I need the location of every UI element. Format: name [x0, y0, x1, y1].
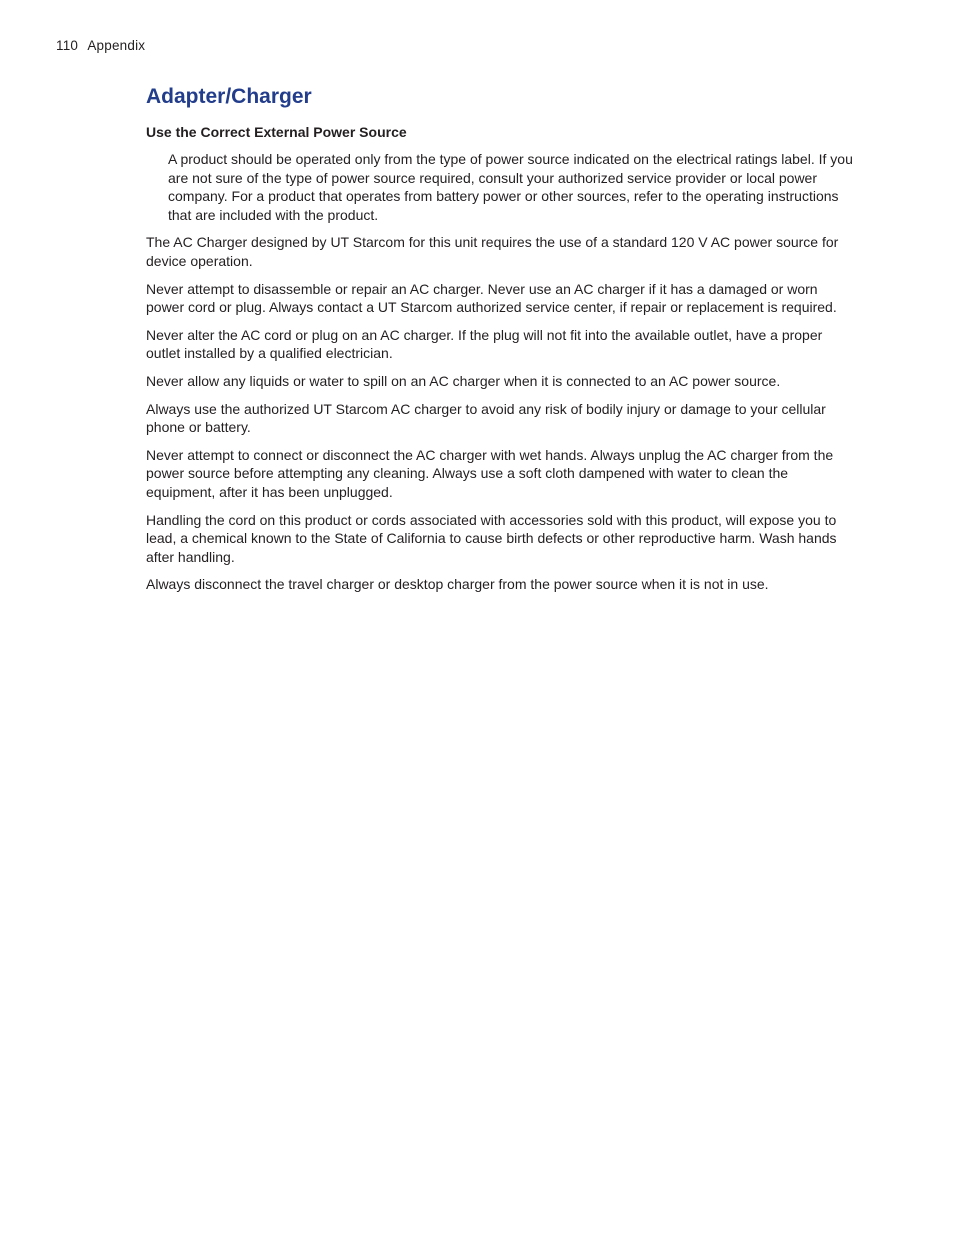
- paragraph-no-repair: Never attempt to disassemble or repair an AC charger. Never use an AC charger if it has a damaged or worn power cord or plug. Always contact a UT Starcom authorized service center, if repair or replacement is required.: [146, 280, 837, 316]
- indented-paragraph: A product should be operated only from the type of power source indicated on the electrical ratings label. If you are not sure of the type of power source required, consult your authorized service provider or local power company. For a product that operates from battery power or other sources, refer to the operating instructions that are included with the product.: [168, 151, 853, 223]
- paragraph-authorized-charger: Always use the authorized UT Starcom AC charger to avoid any risk of bodily injury or damage to your cellular phone or battery.: [146, 400, 826, 436]
- paragraph-disconnect-charger: Always disconnect the travel charger or desktop charger from the power source when it is not in use.: [146, 576, 769, 593]
- paragraph-no-alter-plug: Never alter the AC cord or plug on an AC charger. If the plug will not fit into the available outlet, have a proper outlet installed by a qualified electrician.: [146, 326, 823, 362]
- paragraph-120v-requirement: The AC Charger designed by UT Starcom for this unit requires the use of a standard 120 V AC power source for device operation.: [146, 234, 839, 269]
- section-title: Adapter/Charger: [146, 85, 312, 108]
- indented-paragraph-block: [168, 150, 858, 224]
- header-section-name: Appendix: [87, 38, 146, 53]
- page-content: [146, 84, 858, 603]
- subsection-title: Use the Correct External Power Source: [146, 124, 407, 140]
- paragraph-lead-warning: Handling the cord on this product or cords associated with accessories sold with this product, will expose you to lead, a chemical known to the State of California to cause birth defects or other reproductive harm. Wash hands after handling.: [146, 511, 837, 565]
- paragraph-wet-hands: Never attempt to connect or disconnect the AC charger with wet hands. Always unplug the AC charger from the power source before attempting any cleaning. Always use a soft cloth dampened with water to clean the equipment, after it has been unplugged.: [146, 446, 834, 500]
- page-number: 110: [56, 38, 79, 53]
- paragraph-no-liquids: Never allow any liquids or water to spill on an AC charger when it is connected to an AC power source.: [146, 372, 781, 389]
- running-header: [56, 38, 145, 53]
